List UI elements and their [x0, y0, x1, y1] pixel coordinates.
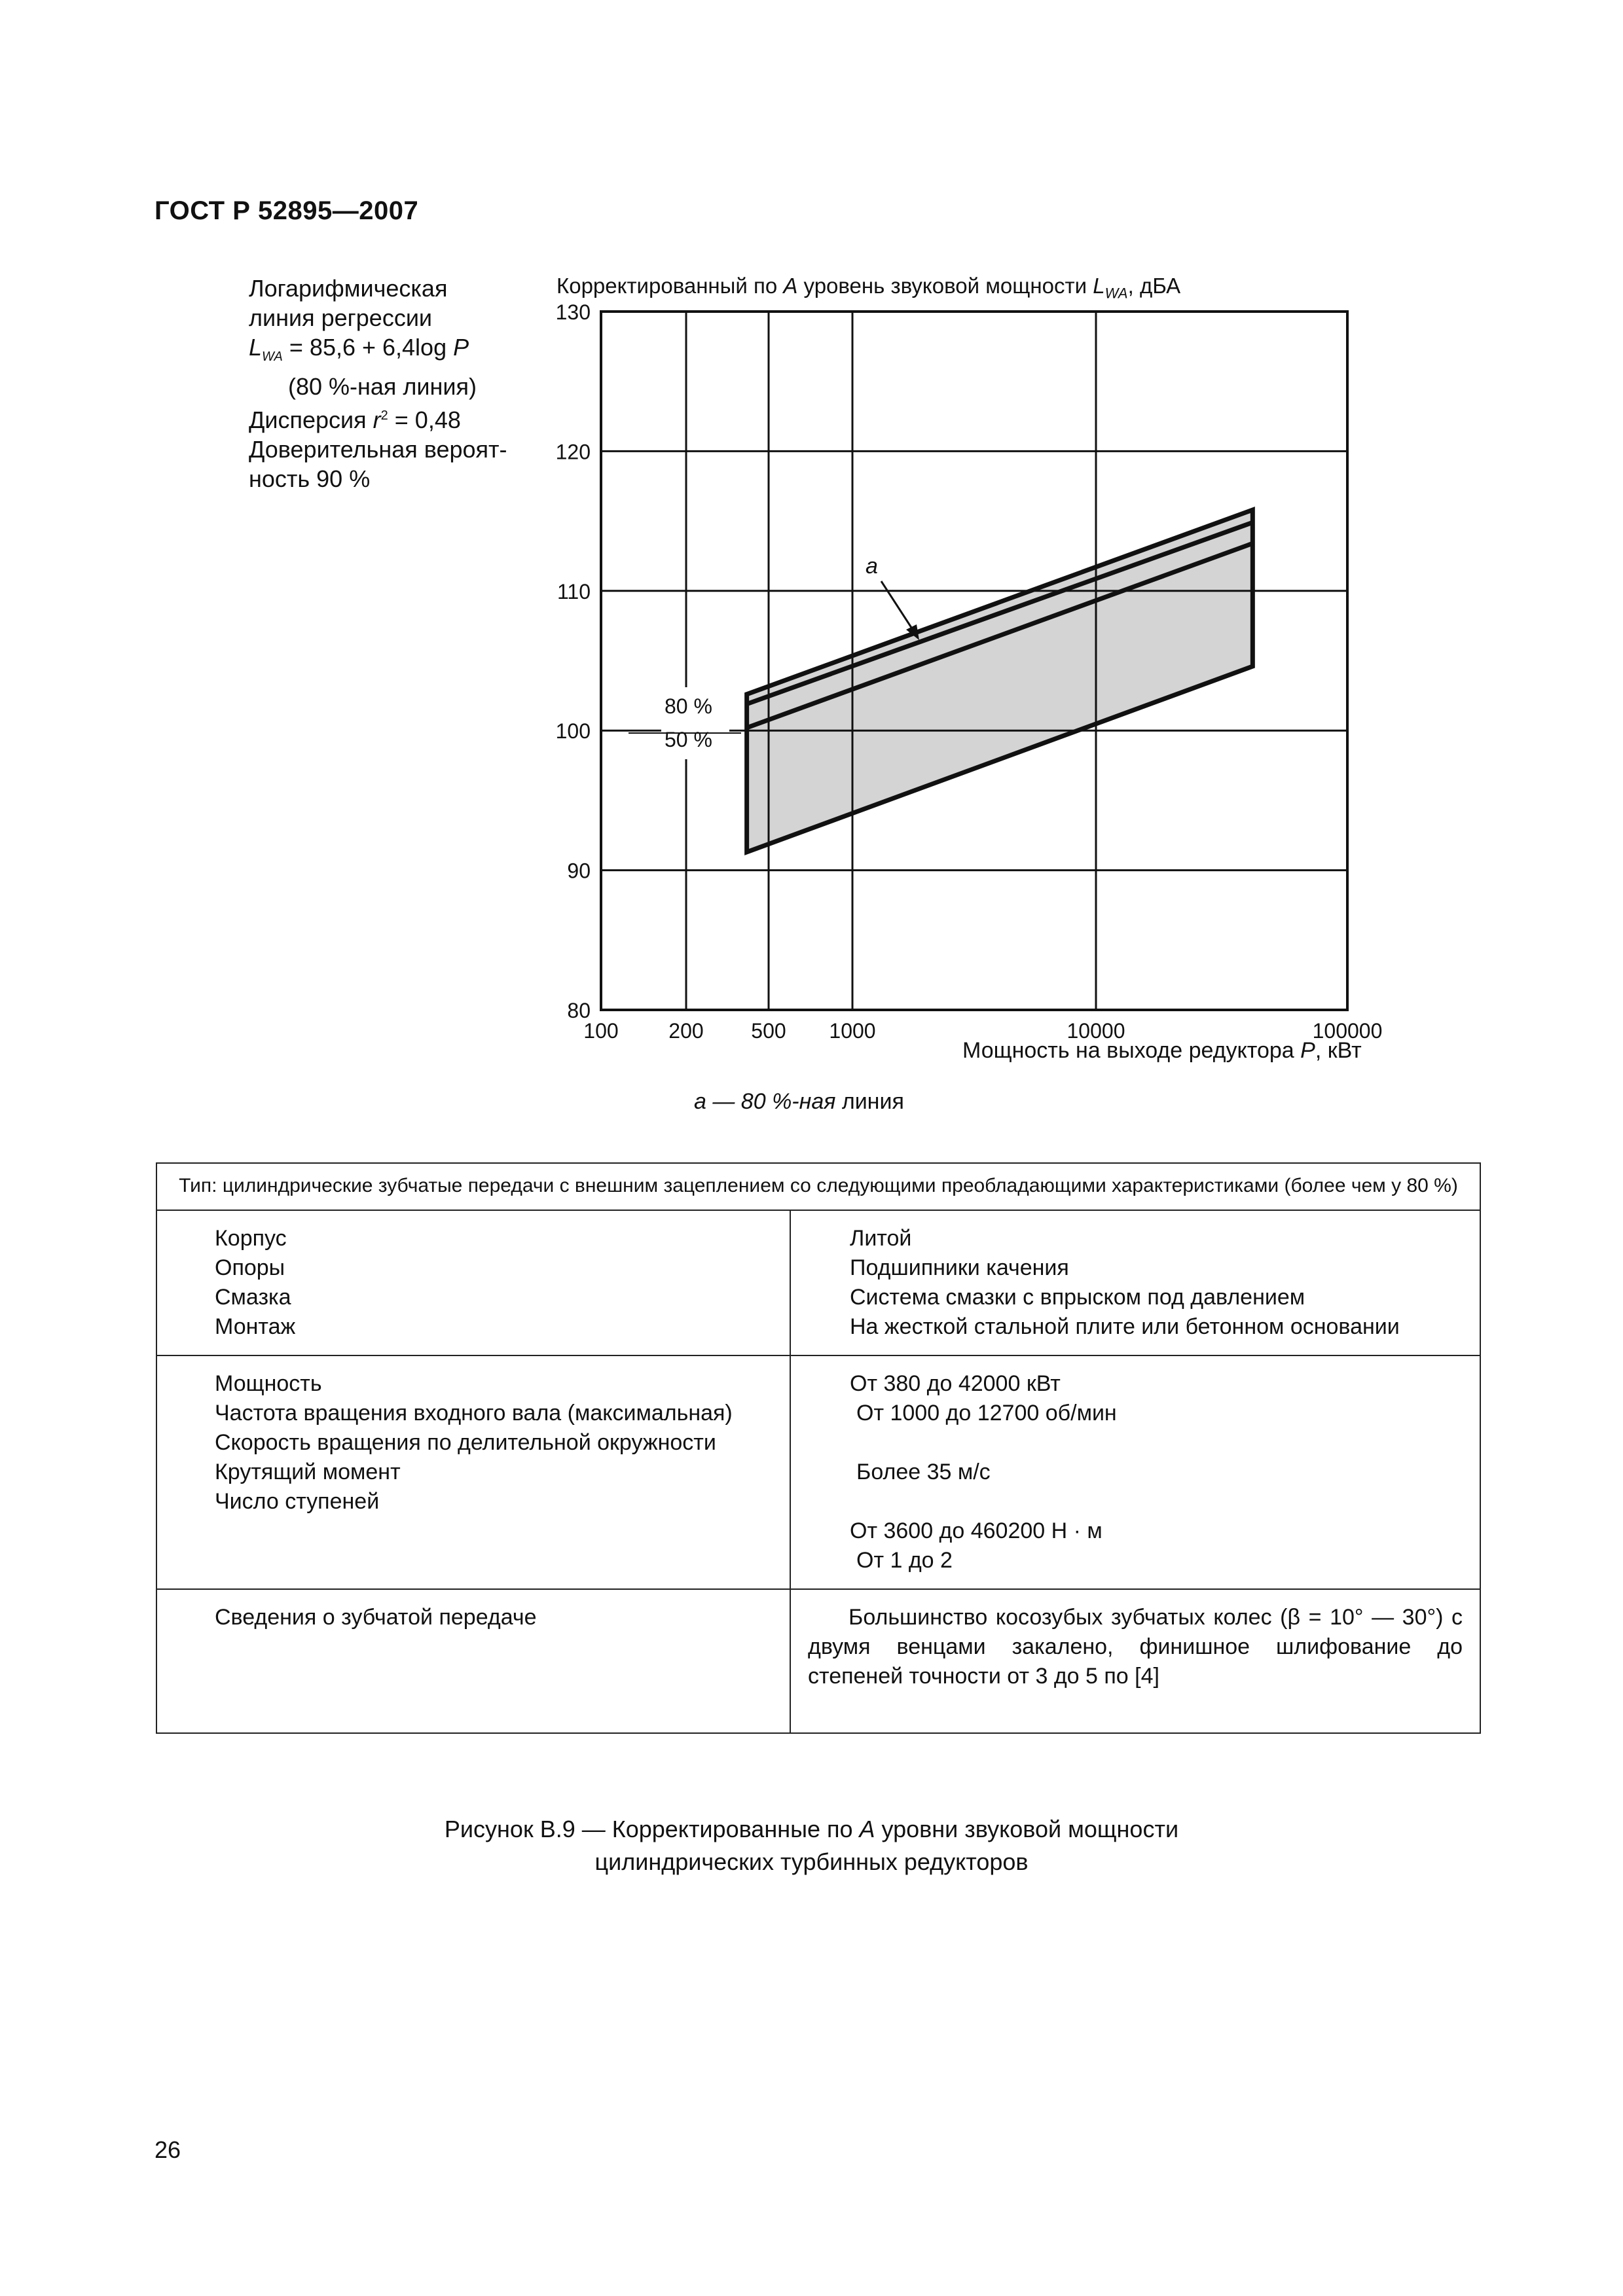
y-tick-label: 90 [567, 859, 591, 883]
operating-values [790, 1355, 1480, 1589]
label-mounting: Монтаж [215, 1314, 296, 1339]
value-gear-info: Большинство косозубых зубчатых колес (β = 10° — 30°) с двумя венцами закалено, финишное шлифование до степеней точности от 3 до 5 по [4] [808, 1605, 1463, 1689]
operating-labels [156, 1355, 790, 1589]
gear-info-value-cell [790, 1589, 1480, 1733]
y-tick-label: 120 [555, 440, 591, 464]
type-row: Тип: цилиндрические зубчатые передачи с внешним зацеплением со следующими преобладающими характеристиками (более чем у 80 %) [156, 1163, 1480, 1210]
label-torque: Крутящий момент [215, 1460, 401, 1484]
label-housing: Корпус [215, 1226, 287, 1251]
label-gear-info: Сведения о зубчатой передаче [215, 1605, 537, 1630]
value-power: От 380 до 42000 кВт [850, 1371, 1061, 1396]
sound-power-chart [0, 0, 1623, 1073]
y-tick-label: 80 [567, 999, 591, 1022]
label-80-percent: 80 % [665, 694, 712, 718]
construction-labels [156, 1210, 790, 1355]
value-input-speed: От 1000 до 12700 об/мин [856, 1401, 1117, 1426]
y-tick-label: 130 [555, 300, 591, 324]
value-lubrication: Система смазки с впрыском под давлением [850, 1285, 1305, 1310]
annotation-a-label: a [866, 554, 878, 579]
label-power: Мощность [215, 1371, 322, 1396]
caption-line-2: цилиндрических турбинных редукторов [594, 1848, 1029, 1875]
chart-note: a — 80 %-ная линия [694, 1089, 904, 1114]
label-lubrication: Смазка [215, 1285, 291, 1310]
legend-line-6: Доверительная вероят- [249, 436, 507, 463]
value-torque: От 3600 до 460200 Н · м [850, 1518, 1103, 1543]
value-stages: От 1 до 2 [856, 1548, 953, 1573]
x-tick-label: 500 [751, 1019, 786, 1043]
construction-values [790, 1210, 1480, 1355]
page-number: 26 [155, 2136, 181, 2163]
label-50-percent: 50 % [665, 728, 712, 751]
x-tick-label: 10000 [1067, 1019, 1125, 1043]
value-housing: Литой [850, 1226, 912, 1251]
x-tick-label: 1000 [829, 1019, 876, 1043]
document-header: ГОСТ Р 52895—2007 [155, 196, 419, 225]
legend-formula: $L_{WA} = 85,6 + 6,4\log$ P [249, 334, 469, 365]
legend-line-4: (80 %-ная линия) [288, 373, 477, 401]
y-tick-label: 110 [556, 579, 591, 603]
confidence-band [747, 510, 1253, 852]
specification-table [156, 1162, 1481, 1734]
value-bearings: Подшипники качения [850, 1255, 1069, 1280]
gear-info-label-cell [156, 1589, 790, 1733]
label-pitch-velocity: Скорость вращения по делительной окружности [215, 1430, 716, 1455]
x-tick-label: 100 [583, 1019, 619, 1043]
chart-title: Корректированный по A уровень звуковой мощности $L_{WA}$, дБА [556, 274, 1181, 302]
value-pitch-velocity: Более 35 м/с [856, 1460, 991, 1484]
chart-x-label: Мощность на выходе редуктора P, кВт [962, 1038, 1362, 1063]
figure-caption [0, 1813, 1623, 1878]
annotation-a-pointer [881, 581, 915, 634]
x-tick-label: 200 [668, 1019, 704, 1043]
legend-line-1: Логарифмическая [249, 275, 448, 302]
x-tick-label: 100000 [1312, 1019, 1383, 1043]
caption-line-1: Рисунок В.9 — Корректированные по A уровни звуковой мощности [444, 1816, 1179, 1842]
value-mounting: На жесткой стальной плите или бетонном основании [850, 1314, 1400, 1339]
label-bearings: Опоры [215, 1255, 285, 1280]
legend-line-7: ность 90 % [249, 465, 371, 493]
label-input-speed: Частота вращения входного вала (максимальная) [215, 1401, 733, 1426]
label-stages: Число ступеней [215, 1489, 380, 1514]
y-tick-label: 100 [555, 719, 591, 744]
legend-line-2: линия регрессии [249, 304, 433, 331]
legend-dispersion: Дисперсия $r^2 = 0,48$ [249, 406, 461, 434]
